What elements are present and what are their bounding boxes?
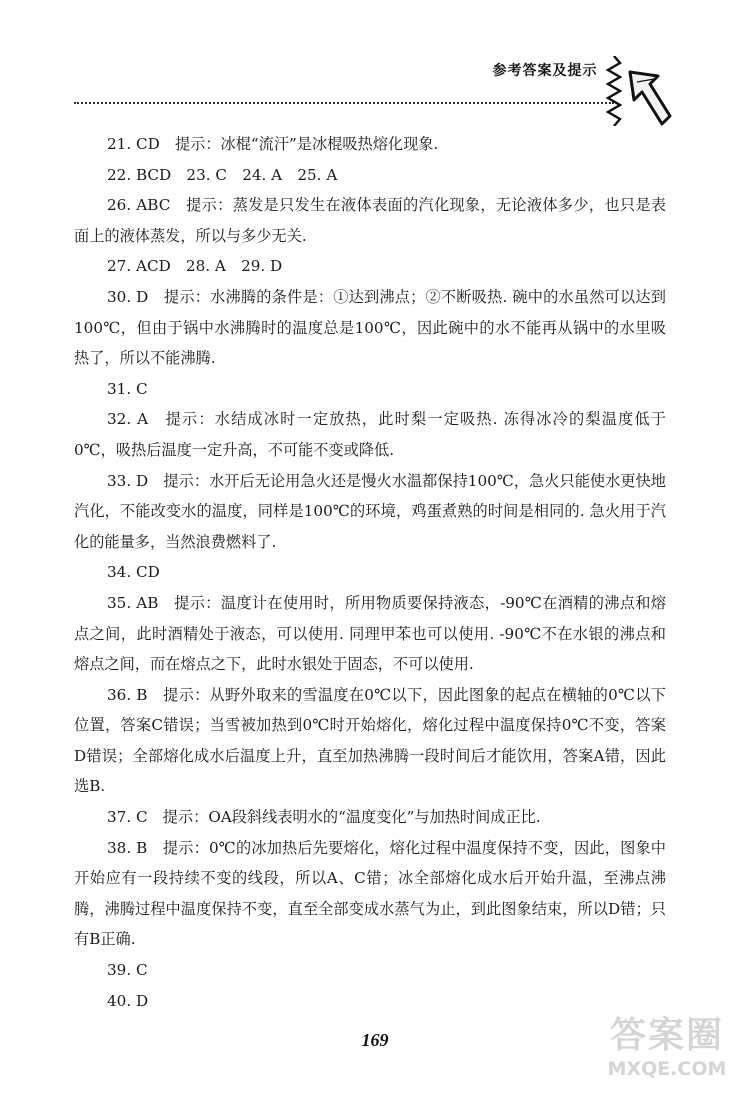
answer-item: 32. A 提示：水结成冰时一定放热，此时梨一定吸热. 冻得冰冷的梨温度低于0℃，吸热后温度一定升高，不可能不变或降低.: [74, 410, 666, 459]
answer-item: 35. AB 提示：温度计在使用时，所用物质要保持液态，-90℃在酒精的沸点和熔点之间，此时酒精处于液态，可以使用. 同理甲苯也可以使用. -90℃不在水银的沸点和熔点之间，而在熔点之下，此时水银处于固态，不可以使用.: [74, 593, 666, 674]
page-number: 169: [361, 1030, 389, 1050]
answer-item: 30. D 提示：水沸腾的条件是：①达到沸点；②不断吸热. 碗中的水虽然可以达到100℃，但由于锅中水沸腾时的温度总是100℃，因此碗中的水不能再从锅中的水里吸热了，所以不能沸腾.: [74, 287, 666, 368]
answer-item: 27. ACD 28. A 29. D: [107, 257, 283, 276]
answer-item: 21. CD 提示：冰棍“流汗”是冰棍吸热熔化现象.: [107, 135, 439, 153]
answer-item: 36. B 提示：从野外取来的雪温度在0℃以下，因此图象的起点在横轴的0℃以下位置，答案C错误；当雪被加热到0℃时开始熔化，熔化过程中温度保持0℃不变，答案D错误；全部熔化成水后温度上升，直至加热沸腾一段时间后才能饮用，答案A错，因此选B.: [74, 685, 666, 796]
answer-list: [74, 129, 666, 1016]
zigzag-divider: [606, 56, 622, 126]
answer-item: 22. BCD 23. C 24. A 25. A: [107, 165, 338, 184]
answer-item: 31. C: [107, 379, 148, 398]
answer-item: 34. CD: [107, 563, 160, 582]
arrow-up-left-icon: [628, 70, 672, 126]
answer-item: 33. D 提示：水开后无论用急火还是慢火水温都保持100℃，急火只能使水更快地汽化，不能改变水的温度，同样是100℃的环境，鸡蛋煮熟的时间是相同的. 急火用于汽化的能量多，当然浪费燃料了.: [74, 471, 666, 551]
watermark-text: 答案圈: [609, 1015, 724, 1056]
watermark-url: MXQE.COM: [607, 1058, 727, 1080]
answer-item: 39. C: [107, 961, 148, 980]
answer-item: 37. C 提示：OA段斜线表明水的“温度变化”与加热时间成正比.: [107, 808, 541, 827]
answer-item: 26. ABC 提示：蒸发是只发生在液体表面的汽化现象，无论液体多少，也只是表面上的液体蒸发，所以与多少无关.: [74, 196, 666, 245]
answer-item: 40. D: [107, 991, 149, 1010]
header-title: 参考答案及提示: [492, 63, 598, 79]
header-dotted-rule: [74, 102, 614, 104]
watermark-logo: [592, 1014, 742, 1080]
answer-item: 38. B 提示：0℃的冰加热后先要熔化，熔化过程中温度保持不变，因此，图象中开始应有一段持续不变的线段，所以A、C错；冰全部熔化成水后开始升温，至沸点沸腾，沸腾过程中温度保持不变，直至全部变成水蒸气为止，到此图象结束，所以D错；只有B正确.: [74, 838, 666, 949]
